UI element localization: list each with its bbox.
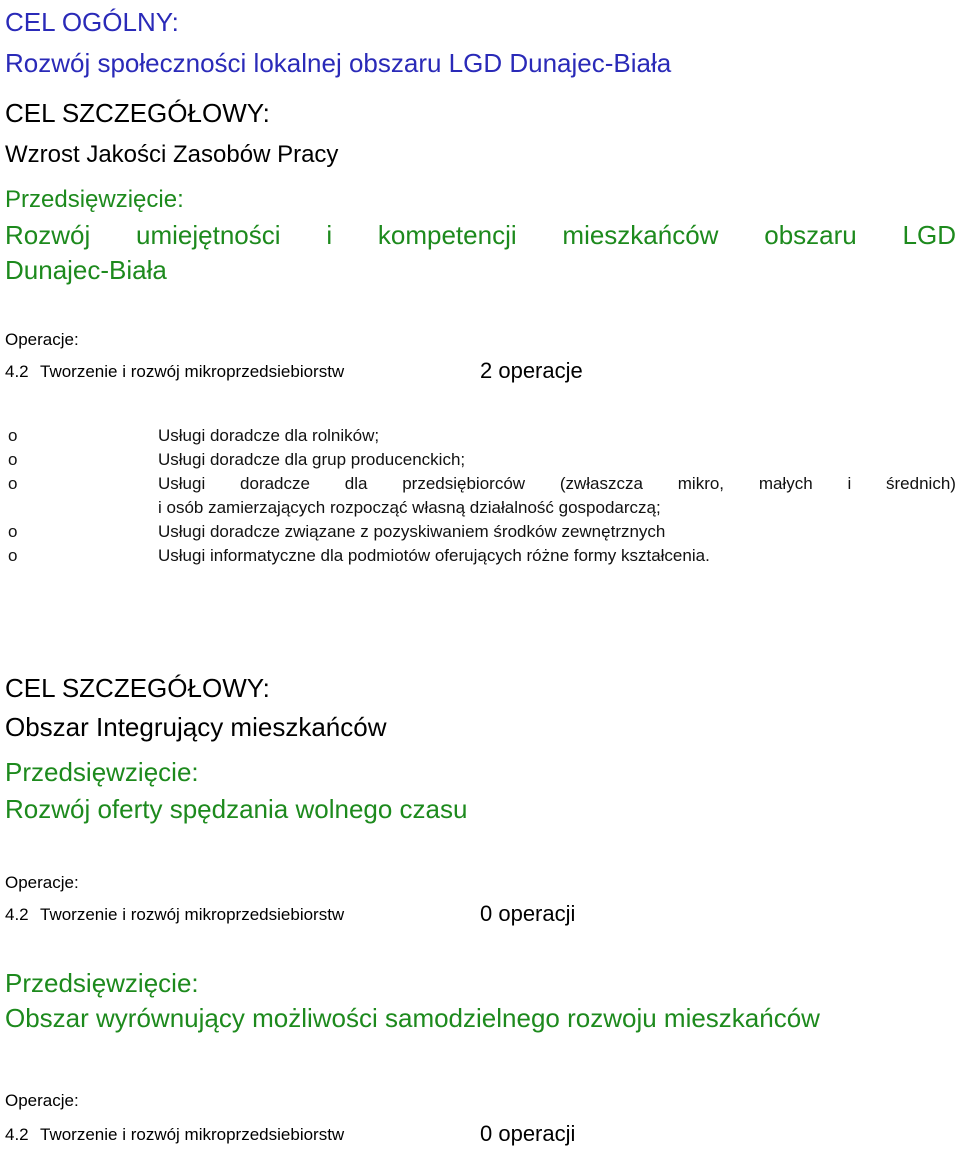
undertaking-label-3: Przedsięwzięcie: (5, 968, 199, 998)
specific-goal-label-2: CEL SZCZEGÓŁOWY: (5, 673, 270, 703)
operation-name-2: Tworzenie i rozwój mikroprzedsiebiorstw (40, 905, 345, 924)
list-item (5, 448, 956, 472)
specific-goal-label: CEL SZCZEGÓŁOWY: (5, 98, 270, 128)
operation-number: 4.2 (5, 362, 29, 381)
undertaking-word: umiejętności (136, 220, 281, 250)
goal-text: Rozwój społeczności lokalnej obszaru LGD Dunajec-Biała (5, 48, 672, 78)
operations-label-2: Operacje: (5, 873, 79, 892)
bullet-word: przedsiębiorców (402, 474, 526, 493)
operation-name: Tworzenie i rozwój mikroprzedsiebiorstw (40, 362, 345, 381)
list-item-text: Usługi doradcze związane z pozyskiwaniem środków zewnętrznych (158, 522, 666, 541)
undertaking-word: kompetencji (377, 220, 517, 250)
undertaking-word: obszaru (764, 220, 857, 250)
bullet-word: i (847, 474, 852, 493)
operation-count-3: 0 operacji (480, 1121, 576, 1146)
undertaking-word: LGD (902, 220, 956, 250)
bullet-word: mikro, (677, 474, 725, 493)
goal-label: CEL OGÓLNY: (5, 7, 179, 37)
undertaking-text-line2: Dunajec-Biała (5, 255, 167, 285)
operation-count-2: 0 operacji (480, 901, 576, 926)
specific-goal-text-2: Obszar Integrujący mieszkańców (5, 712, 387, 742)
list-item (5, 520, 956, 544)
bullet-word: małych (758, 474, 813, 493)
bullet-word: (zwłaszcza (559, 474, 643, 493)
undertaking-text-3: Obszar wyrównujący możliwości samodzielnego rozwoju mieszkańców (5, 1003, 820, 1033)
list-item-continuation (5, 496, 956, 520)
list-item-text: i osób zamierzających rozpocząć własną działalność gospodarczą; (158, 498, 661, 517)
list-item (5, 544, 956, 568)
operation-number-3: 4.2 (5, 1125, 29, 1144)
bullet-word: dla (344, 474, 368, 493)
bullet-mark: o (8, 474, 18, 493)
bullet-mark: o (8, 546, 18, 565)
undertaking-text-line1 (5, 221, 956, 251)
services-list (5, 424, 956, 568)
list-item-text: Usługi doradcze dla grup producenckich; (158, 450, 466, 469)
list-item-text (158, 472, 956, 496)
undertaking-text-2: Rozwój oferty spędzania wolnego czasu (5, 794, 468, 824)
list-item-text: Usługi doradcze dla rolników; (158, 426, 380, 445)
undertaking-word: Rozwój (5, 220, 91, 250)
bullet-mark: o (8, 450, 18, 469)
operation-count: 2 operacje (480, 358, 583, 383)
operations-label: Operacje: (5, 330, 79, 349)
undertaking-word: i (326, 220, 333, 250)
operation-number-2: 4.2 (5, 905, 29, 924)
bullet-mark: o (8, 522, 18, 541)
undertaking-label: Przedsięwzięcie: (5, 186, 184, 213)
list-item (5, 472, 956, 496)
bullet-word: średnich) (886, 474, 956, 493)
bullet-word: Usługi (158, 474, 206, 493)
undertaking-label-2: Przedsięwzięcie: (5, 757, 199, 787)
specific-goal-text: Wzrost Jakości Zasobów Pracy (5, 141, 339, 168)
bullet-mark: o (8, 426, 18, 445)
list-item (5, 424, 956, 448)
list-item-text: Usługi informatyczne dla podmiotów oferujących różne formy kształcenia. (158, 546, 710, 565)
operation-name-3: Tworzenie i rozwój mikroprzedsiebiorstw (40, 1125, 345, 1144)
undertaking-word: mieszkańców (562, 220, 719, 250)
operations-label-3: Operacje: (5, 1091, 79, 1110)
bullet-word: doradcze (240, 474, 310, 493)
